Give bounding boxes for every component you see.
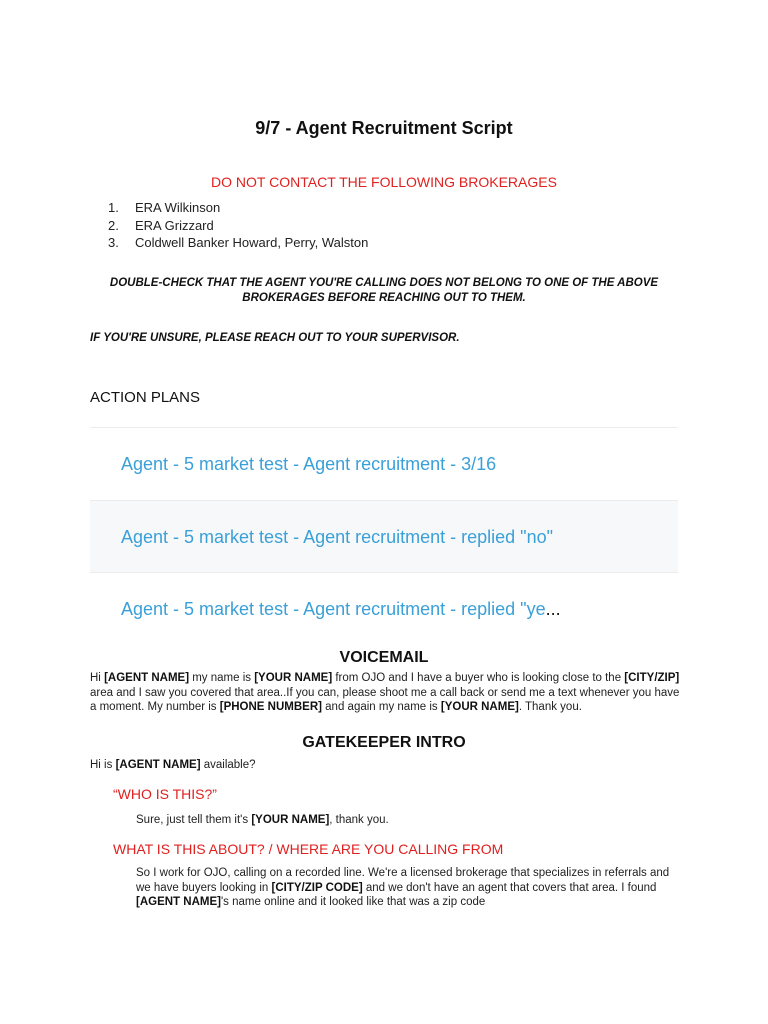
list-item: 3. Coldwell Banker Howard, Perry, Walston xyxy=(108,235,369,250)
action-plan-link[interactable]: Agent - 5 market test - Agent recruitment - replied "ye... xyxy=(90,573,678,646)
action-plan-link[interactable]: Agent - 5 market test - Agent recruitment - replied "no" xyxy=(90,500,678,573)
gatekeeper-intro-line: Hi is [AGENT NAME] available? xyxy=(90,759,256,771)
action-plans-label: ACTION PLANS xyxy=(90,389,201,406)
voicemail-script: Hi [AGENT NAME] my name is [YOUR NAME] from OJO and I have a buyer who is looking close to the [CITY/ZIP] area and I saw you covered that area..If you can, please shoot me a call back or send me a text whenever you have a moment. My number is [PHONE NUMBER] and again my name is [YOUR NAME]. Thank you. xyxy=(90,672,680,713)
action-plan-link[interactable]: Agent - 5 market test - Agent recruitment - 3/16 xyxy=(90,427,678,500)
who-is-this-question: “WHO IS THIS?” xyxy=(113,786,217,802)
do-not-contact-heading: DO NOT CONTACT THE FOLLOWING BROKERAGES xyxy=(211,174,557,190)
voicemail-heading: VOICEMAIL xyxy=(339,649,429,666)
double-check-notice: DOUBLE-CHECK THAT THE AGENT YOU'RE CALLING DOES NOT BELONG TO ONE OF THE ABOVE BROKERAGES BEFORE REACHING OUT TO THEM. xyxy=(109,277,659,304)
supervisor-notice: IF YOU'RE UNSURE, PLEASE REACH OUT TO YOUR SUPERVISOR. xyxy=(90,332,460,344)
gatekeeper-heading: GATEKEEPER INTRO xyxy=(302,734,466,751)
list-item: 1. ERA Wilkinson xyxy=(108,200,221,215)
who-is-this-answer: Sure, just tell them it's [YOUR NAME], thank you. xyxy=(136,814,389,826)
brokerage-name: ERA Grizzard xyxy=(135,217,214,233)
brokerage-name: ERA Wilkinson xyxy=(135,200,221,215)
list-item: 2. ERA Grizzard xyxy=(108,217,214,233)
page-title: 9/7 - Agent Recruitment Script xyxy=(255,118,513,138)
what-is-this-about-question: WHAT IS THIS ABOUT? / WHERE ARE YOU CALLING FROM xyxy=(113,841,504,857)
brokerage-name: Coldwell Banker Howard, Perry, Walston xyxy=(135,235,369,250)
brokerage-list xyxy=(108,199,368,252)
what-is-this-about-answer: So I work for OJO, calling on a recorded line. We're a licensed brokerage that specializes in referrals and we have buyers looking in [CITY/ZIP CODE] and we don't have an agent that covers that area. I found [AGENT NAME]'s name online and it looked like that was a zip code xyxy=(136,867,670,908)
